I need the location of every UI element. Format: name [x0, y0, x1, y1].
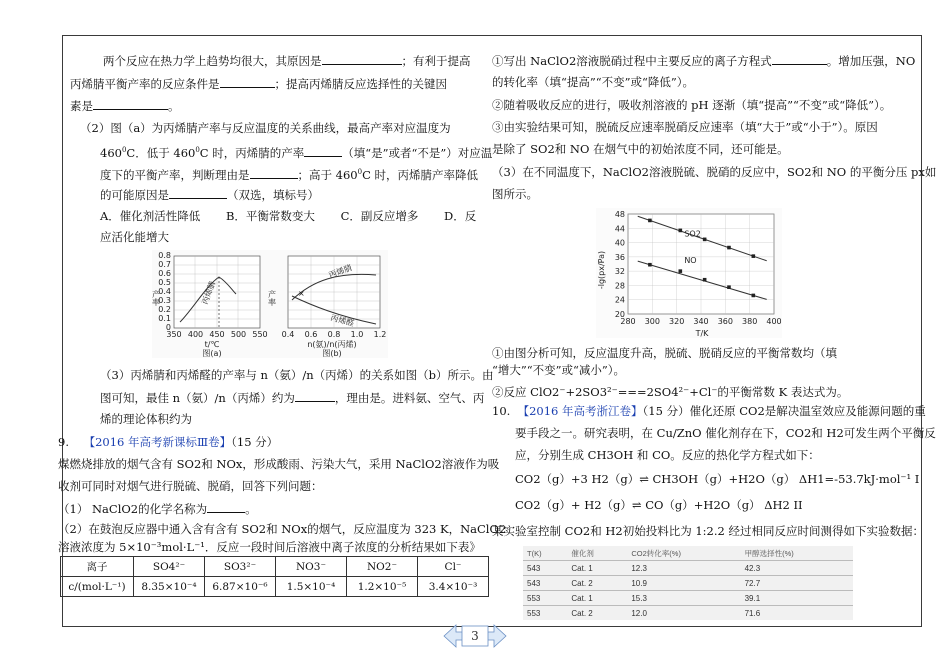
y-ticks [158, 251, 171, 332]
tick-label: 550 [252, 330, 268, 339]
y-tick-label: 40 [614, 238, 625, 248]
tick-label: 500 [230, 330, 247, 339]
text: 丙烯腈平衡产率的反应条件是 [70, 77, 220, 91]
question-number: 9. [58, 435, 69, 449]
data-point [648, 263, 652, 267]
text: ；提高丙烯腈反应选择性的关键因 [274, 77, 447, 91]
q8-2-line-3: 度下的平衡产率，判断理由是 ；高于 $460^0C$ 时，丙烯腈产率降低 [100, 167, 479, 182]
tick-label: 0.4 [281, 330, 295, 339]
option-a[interactable]: A．催化剂活性降低 [100, 209, 201, 223]
q8-line-3 [70, 97, 180, 114]
tick-label: 350 [166, 330, 182, 339]
answer-blank[interactable] [207, 500, 245, 513]
data-point [703, 238, 707, 242]
table-header-row [61, 557, 489, 577]
text: 。 [168, 99, 180, 113]
answer-blank[interactable] [304, 144, 342, 157]
y-tick-label: 48 [614, 210, 625, 219]
tick-label: 1.0 [350, 330, 364, 339]
y-tick-label: 20 [614, 310, 625, 319]
series-label: SO2 [684, 229, 701, 239]
table-cell: c/(mol·L⁻¹) [61, 577, 134, 597]
table-row: 543 Cat. 1 12.3 42.3 [523, 561, 853, 576]
y-axis-label: 产率 [152, 290, 161, 306]
q9-line-3: （1） NaClO2的化学名称为 。 [58, 502, 257, 516]
table-header: 离子 [61, 557, 134, 577]
answer-blank[interactable] [220, 75, 275, 88]
x-tick-label: 380 [742, 317, 758, 326]
tick-label: 0.8 [158, 251, 171, 260]
table-cell: 6.87×10⁻⁶ [205, 577, 276, 597]
q9-r-line-9: “增大”“不变”或“减小”）。 [492, 363, 626, 377]
q9-r-line-5: 是除了 SO2和 NO 在烟气中的初始浓度不同，还可能是。 [492, 142, 789, 156]
curve-label-2: 丙烯醛 [329, 313, 355, 329]
table-cell: 1.2×10⁻⁵ [347, 577, 418, 597]
figure-caption: 图(b) [322, 349, 342, 358]
table-header: CO2转化率(%) [631, 548, 681, 558]
equation-1: CO2（g）+3 H2（g）⇌ CH3OH（g）+H2O（g） ΔH1=-53.7kJ·mol⁻¹ I [515, 472, 920, 486]
x-tick-label: 340 [693, 317, 709, 326]
q10-header: 10. 【2016 年高考浙江卷】（15 分）催化还原 CO2是解决温室效应及能源问题的重 [492, 404, 926, 418]
experiment-data-table [523, 546, 853, 620]
y-tick-label: 36 [614, 252, 625, 262]
q9-r-line-8: ①由图分析可知，反应温度升高，脱硫、脱硝反应的平衡常数均（填 [492, 346, 837, 360]
q8-3-line-2: 图可知，最佳 n（氨）/n（丙烯）约为 ，理由是。进料氨、空气、丙 [100, 391, 485, 405]
q10-line-2: 要手段之一。研究表明，在 Cu/ZnO 催化剂存在下，CO2和 H2可发生两个平衡反 [515, 426, 936, 440]
option-b[interactable]: B．平衡常数变大 [225, 209, 315, 223]
q8-3-line-3: 烯的理论体积约为 [100, 412, 192, 426]
option-c[interactable]: C．副反应增多 [340, 209, 419, 223]
table-header: Cl⁻ [418, 557, 489, 577]
series-label: NO [684, 256, 697, 266]
answer-blank[interactable] [169, 186, 227, 199]
q9-r-line-6: （3）在不同温度下，NaClO2溶液脱硫、脱硝的反应中，SO2和 NO 的平衡分压 px如 [492, 165, 937, 179]
table-header: NO2⁻ [347, 557, 418, 577]
y-axis-label: 产率 [268, 290, 277, 306]
answer-blank[interactable] [93, 97, 168, 110]
table-header: SO3²⁻ [205, 557, 276, 577]
x-tick-label: 360 [717, 317, 733, 326]
q9-line-1: 煤燃烧排放的烟气含有 SO2和 NOx，形成酸雨、污染大气，采用 NaClO2溶液作为吸 [58, 457, 500, 471]
table-row: 543 Cat. 2 10.9 72.7 [523, 576, 853, 591]
table-header: SO4²⁻ [134, 557, 205, 577]
tick-label: 0.6 [304, 330, 318, 339]
data-point [648, 219, 652, 223]
page-number-badge [440, 621, 510, 651]
q9-line-5: 溶液浓度为 5×10⁻³mol·L⁻¹．反应一段时间后溶液中离子浓度的分析结果如下表》 [58, 540, 481, 554]
q9-header [58, 434, 278, 450]
data-point [727, 246, 731, 250]
q9-r-line-2: 的转化率（填“提高”“不变”或“降低”）。 [492, 75, 695, 89]
answer-blank[interactable] [250, 166, 298, 179]
table-row [61, 577, 489, 597]
q8-line-1 [103, 52, 471, 69]
q10-line-4: 某实验室控制 CO2和 H2初始投料比为 1:2.2 经过相同反应时间测得如下实验数据： [492, 524, 924, 538]
text: ；有利于提高 [401, 54, 471, 68]
table-cell: 1.5×10⁻⁴ [276, 577, 347, 597]
tick-label: 1.2 [373, 330, 387, 339]
option-d[interactable]: D．反 [444, 209, 477, 223]
answer-blank[interactable] [295, 389, 335, 402]
table-header: NO3⁻ [276, 557, 347, 577]
partial-pressure-chart [596, 208, 782, 338]
tick-label: 0.4 [158, 287, 171, 296]
q8-2-line-4: 的可能原因是 （双选，填标号） [100, 188, 319, 202]
q8-3-line-1: （3）丙烯腈和丙烯醛的产率与 n（氨）/n（丙烯）的关系如图（b）所示。由 [100, 368, 494, 382]
figure-a [152, 250, 270, 358]
page-number: 3 [471, 629, 479, 643]
q9-line-2: 收剂可同时对烟气进行脱硫、脱硝，回答下列问题： [58, 479, 323, 493]
table-cell: 3.4×10⁻³ [418, 577, 489, 597]
data-point [752, 294, 756, 298]
q10-line-3: 应，分别生成 CH3OH 和 CO。反应的热化学方程式如下： [515, 448, 820, 462]
y-axis-label: -lg(px/Pa) [597, 250, 606, 290]
tick-label: 450 [209, 330, 225, 339]
score: （15 分） [231, 435, 279, 449]
ion-concentration-table [60, 556, 489, 597]
x-tick-label: 320 [669, 317, 685, 326]
q8-options [100, 208, 476, 224]
q8-2-line-2: $460^0C$．低于 $460^0C$ 时，丙烯腈的产率 （填“是”或者“不是”）对应温 [100, 145, 493, 160]
data-point [679, 269, 683, 273]
x-tick-label: 300 [644, 317, 660, 326]
tick-label: 0.6 [158, 269, 171, 278]
q8-option-d-cont: 应活化能增大 [100, 230, 169, 244]
tick-label: 0.5 [158, 278, 171, 287]
text: 两个反应在热力学上趋势均很大，其原因是 [103, 54, 322, 68]
x-ticks [166, 330, 267, 339]
data-point [703, 278, 707, 282]
source-tag[interactable]: 【2016 年高考新课标Ⅲ卷】 [83, 435, 232, 449]
equation-2: CO2（g）+ H2（g）⇌ CO（g）+H2O（g） ΔH2 II [515, 498, 803, 512]
tick-label: 0.7 [158, 260, 171, 269]
q8-line-2 [70, 75, 447, 92]
q8-2-line-1: （2）图（a）为丙烯腈产率与反应温度的关系曲线，最高产率对应温度为 [80, 121, 451, 135]
x-tick-label: 400 [766, 317, 782, 326]
tick-label: 0 [165, 323, 171, 332]
y-tick-label: 44 [614, 224, 625, 234]
q9-r-line-4: ③由实验结果可知，脱硫反应速率脱硝反应速率（填“大于”或“小于”）。原因 [492, 120, 878, 134]
q9-r-line-3: ②随着吸收反应的进行，吸收剂溶液的 pH 逐渐（填“提高”“不变”或“降低”）。 [492, 98, 892, 112]
table-header: 甲醇选择性(%) [744, 548, 794, 558]
source-tag[interactable]: 【2016 年高考浙江卷】 [517, 404, 643, 418]
q9-r-line-10: ②反应 ClO2⁻+2SO3²⁻===2SO4²⁻+Cl⁻的平衡常数 K 表达式为。 [492, 385, 849, 399]
data-point [679, 229, 683, 233]
tick-label: 400 [187, 330, 204, 339]
answer-blank[interactable] [322, 52, 402, 65]
x-axis-label: n(氨)/n(丙烯) [307, 340, 357, 349]
data-point [752, 254, 756, 258]
y-tick-label: 28 [614, 281, 625, 291]
data-point [727, 285, 731, 289]
x-axis-label: T/K [695, 329, 709, 338]
q9-r-line-7: 图所示。 [492, 187, 538, 201]
tick-label: 0.2 [158, 305, 171, 314]
question-number: 10. [492, 404, 511, 418]
q9-r-line-1: ①写出 NaClO2溶液脱硝过程中主要反应的离子方程式 。增加压强，NO [492, 54, 916, 68]
x-tick-label: 280 [620, 317, 636, 326]
x-ticks [282, 330, 387, 339]
curve-label-1: 丙烯腈 [327, 263, 354, 280]
q9-line-4: （2）在鼓泡反应器中通入含有含有 SO2和 NOx的烟气，反应温度为 323 K，NaClO2 [58, 522, 507, 536]
figure-caption: 图(a) [202, 349, 222, 358]
table-row: 553 Cat. 1 15.3 39.1 [523, 591, 853, 606]
figure-b [268, 250, 388, 358]
curve-label: 丙烯腈 [200, 280, 218, 306]
table-row: 553 Cat. 2 12.0 71.6 [523, 606, 853, 621]
marker-x: × [298, 289, 305, 298]
table-header: 催化剂 [571, 548, 594, 558]
tick-label: 0.3 [158, 296, 171, 305]
table-header-row [523, 546, 853, 561]
x-ticks [620, 317, 781, 326]
y-ticks [615, 210, 625, 319]
y-tick-label: 24 [614, 295, 625, 305]
tick-label: 0.8 [327, 330, 341, 339]
answer-blank[interactable] [772, 52, 827, 65]
x-axis-label: t/℃ [204, 340, 220, 349]
y-tick-label: 32 [614, 267, 625, 277]
table-cell: 8.35×10⁻⁴ [134, 577, 205, 597]
tick-label: 0.1 [158, 314, 171, 323]
text: 素是 [70, 99, 93, 113]
table-header: T(K) [527, 548, 542, 558]
